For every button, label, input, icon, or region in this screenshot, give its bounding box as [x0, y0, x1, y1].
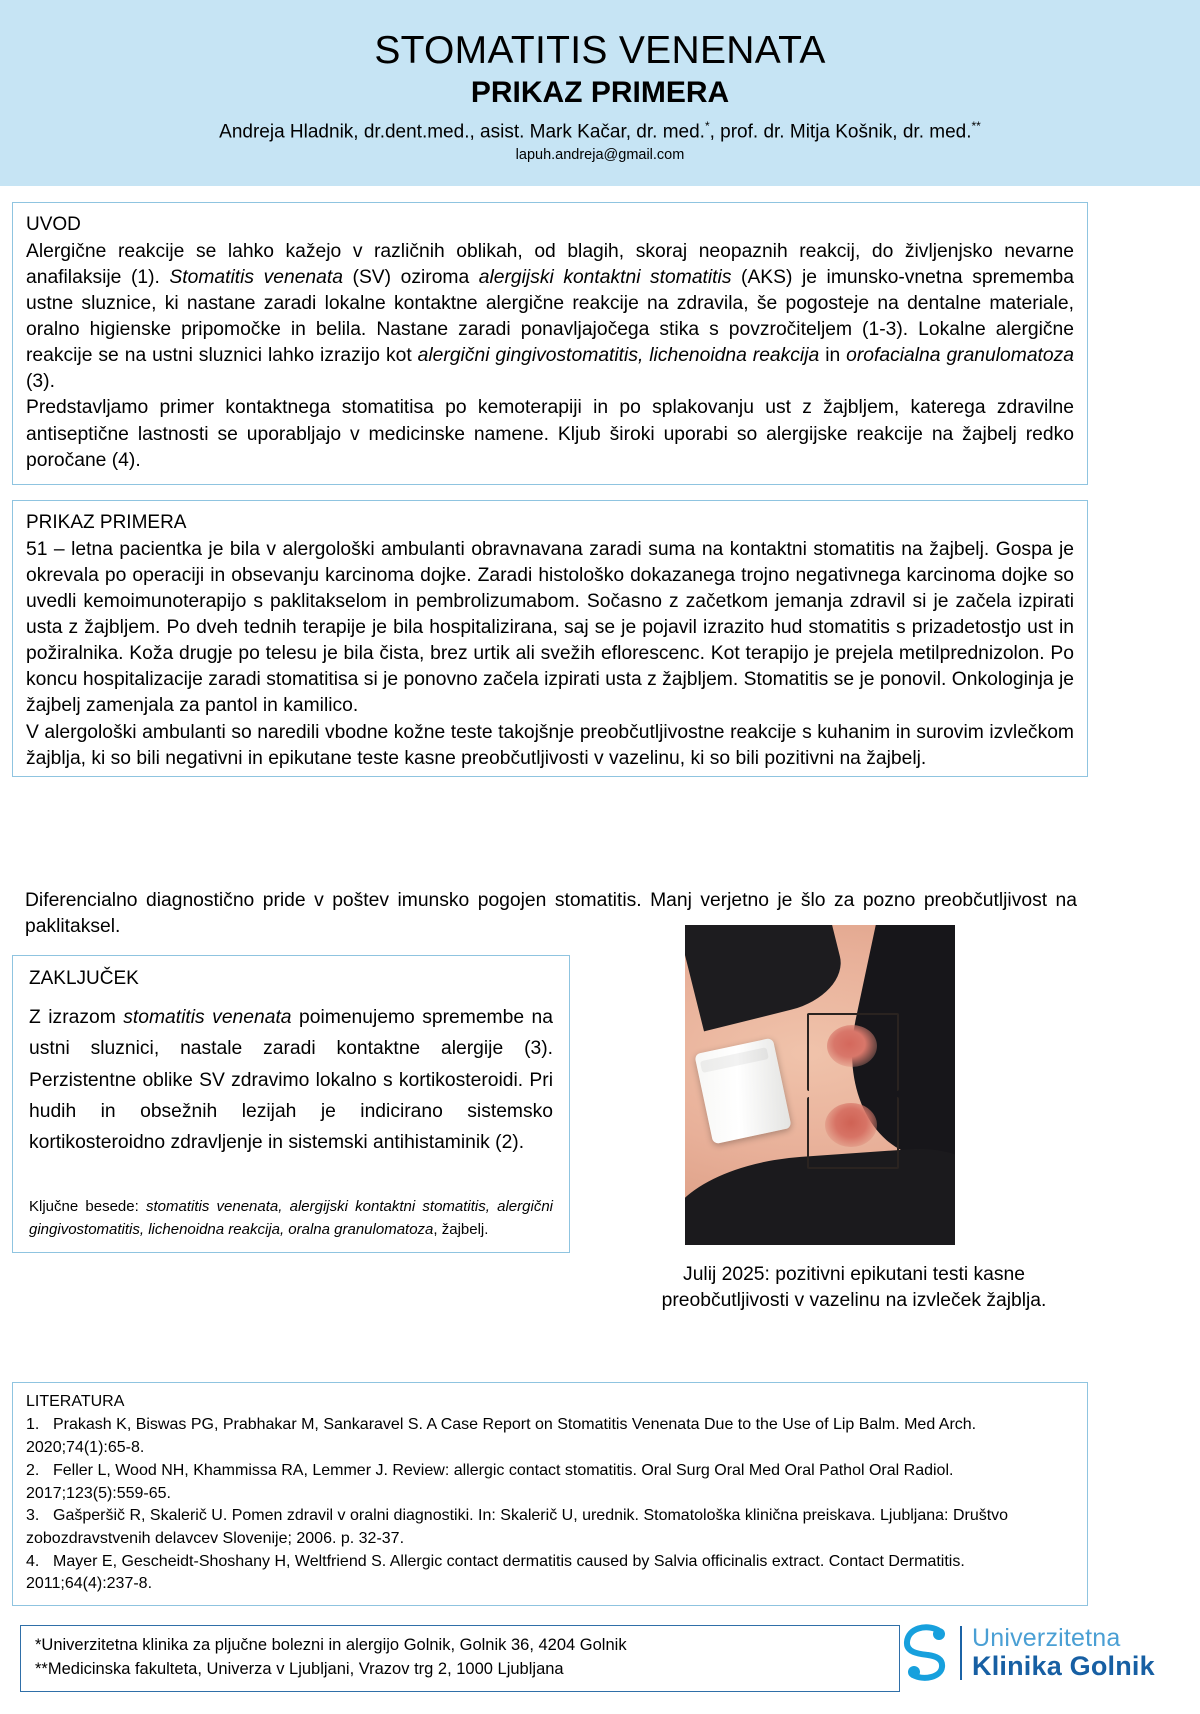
reference-text: Feller L, Wood NH, Khammissa RA, Lemmer J. Review: allergic contact stomatitis. Oral Surg Oral Med Oral Pathol Oral Radiol. 2017;123(5):559-65. [26, 1461, 954, 1502]
page-title: STOMATITIS VENENATA [374, 29, 826, 72]
section-literatura [12, 1382, 1088, 1606]
prikaz-heading: PRIKAZ PRIMERA [26, 512, 187, 533]
positive-reaction-upper [827, 1025, 877, 1067]
keywords-values: stomatitis venenata, alergijski kontaktni stomatitis, alergični gingivostomatitis, lichenoidna reakcija, oralna granulomatoza [29, 1198, 553, 1239]
reference-text: Prakash K, Biswas PG, Prabhakar M, Sankaravel S. A Case Report on Stomatitis Venenata Due to the Use of Lip Balm. Med Arch. 2020;74(1):65-8. [26, 1416, 977, 1457]
contact-email: lapuh.andreja@gmail.com [515, 146, 685, 163]
reference-number: 4. [26, 1552, 40, 1570]
section-uvod [12, 202, 1088, 485]
uvod-text-e: (3). [26, 371, 55, 393]
affiliation-line-2: **Medicinska fakulteta, Univerza v Ljubljani, Vrazov trg 2, 1000 Ljubljana [35, 1659, 564, 1678]
keywords-tail: , žajbelj. [433, 1221, 489, 1239]
reference-number: 3. [26, 1507, 40, 1525]
affiliation-marker-2: ** [971, 118, 981, 133]
uvod-text-d: in [819, 345, 847, 367]
logo-line-1: Univerzitetna [972, 1624, 1121, 1652]
reference-item [26, 1460, 1074, 1505]
page-subtitle: PRIKAZ PRIMERA [470, 76, 730, 110]
uvod-paragraph-2: Predstavljamo primer kontaktnega stomatitisa po kemoterapiji in po splakovanju ust z žajbljem, katerega zdravilne antiseptične lastnosti se uporabljajo v medicinske namene. Kljub široki uporabi so alergijske reakcije na žajbelj redko poročane (4). [26, 397, 1074, 471]
uvod-text-c: (AKS) je imunsko-vnetna sprememba ustne sluznice, ki nastane zaradi lokalne kontaktne alergične reakcije na zdravila, še pogosteje na dentalne materiale, oralno higienske pripomočke in belila. Nastane zaradi ponavljajočega stika s povzročiteljem (1-3). Lokalne alergične reakcije se na ustni sluznici lahko izrazijo kot [26, 266, 1075, 367]
prikaz-paragraph-3: Diferencialno diagnostično pride v poštev imunsko pogojen stomatitis. Manj verjetno je šlo za pozno preobčutljivost na paklitaksel. [25, 890, 1077, 938]
reference-item [26, 1505, 1074, 1550]
logo-line-2: Klinika Golnik [972, 1651, 1155, 1681]
logo-divider [960, 1626, 962, 1680]
logo-wordmark [972, 1626, 1155, 1680]
keywords-line [29, 1196, 553, 1242]
reference-item [26, 1551, 1074, 1596]
literatura-heading: LITERATURA [26, 1393, 125, 1410]
section-prikaz-primera [12, 500, 1088, 777]
uvod-italic-4: orofacialna granulomatoza [846, 345, 1074, 367]
affiliation-marker-1: * [704, 118, 710, 133]
uvod-text-a: Alergične reakcije se lahko kažejo v različnih oblikah, od blagih, skoraj neopaznih reakcij, do življenjsko nevarne anafilaksije (1). [26, 240, 1074, 288]
section-zakljucek [12, 955, 570, 1253]
prikaz-paragraph-1: 51 – letna pacientka je bila v alergološki ambulanti obravnavana zaradi suma na kontaktni stomatitis na žajbelj. Gospa je okrevala po operaciji in obsevanju karcinoma dojke. Zaradi histološko dokazanega trojno negativnega karcinoma dojke so uvedli kemoimunoterapijo s paklitakselom in pembrolizumabom. Sočasno z začetkom jemanja zdravil si je začela izpirati usta z žajbljem. Po dveh tednih terapije je bila hospitalizirana, saj se je pojavil izrazito hud stomatitis s prizadetostjo ust in požiralnika. Koža drugje po telesu je bila čista, brez urtik ali svežih eflorescenc. Kot terapijo je prejela metilprednizolon. Po koncu hospitalizacije zaradi stomatitisa si je ponovno začela izpirati usta z žajbljem. Stomatitis se je ponovil. Onkologinja je žajbelj zamenjala za pantol in kamilico. [26, 538, 1074, 717]
positive-reaction-lower [825, 1103, 877, 1147]
reference-item [26, 1414, 1074, 1459]
affiliation-line-1: *Univerzitetna klinika za pljučne bolezni in alergijo Golnik, Golnik 36, 4204 Golnik [35, 1636, 627, 1654]
reference-text: Gašperšič R, Skalerič U. Pomen zdravil v oralni diagnostiki. In: Skalerič U, urednik. Stomatološka klinična preiskava. Ljubljana: Društvo zobozdravstvenih delavcev Slovenije; 2006. p. 32-37. [26, 1507, 1009, 1547]
authors-first-part: Andreja Hladnik, dr.dent.med., asist. Mark Kačar, dr. med. [219, 120, 705, 142]
zakljucek-heading: ZAKLJUČEK [29, 968, 139, 989]
uvod-italic-3: alergični gingivostomatitis, lichenoidna reakcija [417, 345, 820, 367]
reference-text: Mayer E, Gescheidt-Shoshany H, Weltfriend S. Allergic contact dermatitis caused by Salvia officinalis extract. Contact Dermatitis. 2011;64(4):237-8. [26, 1552, 965, 1593]
uvod-heading: UVOD [26, 214, 81, 235]
reference-number: 1. [26, 1416, 40, 1434]
golnik-logo-icon [898, 1622, 956, 1684]
affiliations-box [20, 1625, 900, 1692]
zakljucek-italic: stomatitis venenata [123, 1007, 292, 1028]
keywords-label: Ključne besede: [29, 1198, 146, 1216]
zakljucek-text-a: Z izrazom [29, 1007, 124, 1028]
uvod-italic-2: alergijski kontaktni stomatitis [478, 266, 732, 288]
zakljucek-paragraph [29, 1002, 553, 1158]
figure-caption: Julij 2025: pozitivni epikutani testi kasne preobčutljivosti v vazelinu na izvleček žajblja. [661, 1264, 1047, 1312]
poster-header [0, 0, 1200, 186]
uvod-paragraph-1 [26, 239, 1074, 396]
uvod-italic-1: Stomatitis venenata [169, 266, 343, 288]
reference-number: 2. [26, 1461, 40, 1479]
authors-line [0, 119, 1200, 144]
zakljucek-text-b: poimenujemo spremembe na ustni sluznici, nastale zaradi kontaktne alergije (3). Perzistentne oblike SV zdravimo lokalno s kortikosteroidi. Pri hudih in obsežnih lezijah je indicirano sistemsko kortikosteroidno zdravljenje in sistemski antihistaminik (2). [29, 1007, 554, 1153]
prikaz-paragraph-2: V alergološki ambulanti so naredili vbodne kožne teste takojšnje preobčutljivostne reakcije s kuhanim in surovim izvlečkom žajblja, ki so bili negativni in epikutane teste kasne preobčutljivosti v vazelinu, ki so bili pozitivni na žajbelj. [26, 721, 1074, 769]
institution-logo [898, 1613, 1188, 1693]
authors-second-part: , prof. dr. Mitja Košnik, dr. med. [709, 120, 972, 142]
clinical-photo-container [685, 925, 955, 1245]
uvod-text-b: (SV) oziroma [342, 266, 479, 288]
clinical-photograph [685, 925, 955, 1245]
